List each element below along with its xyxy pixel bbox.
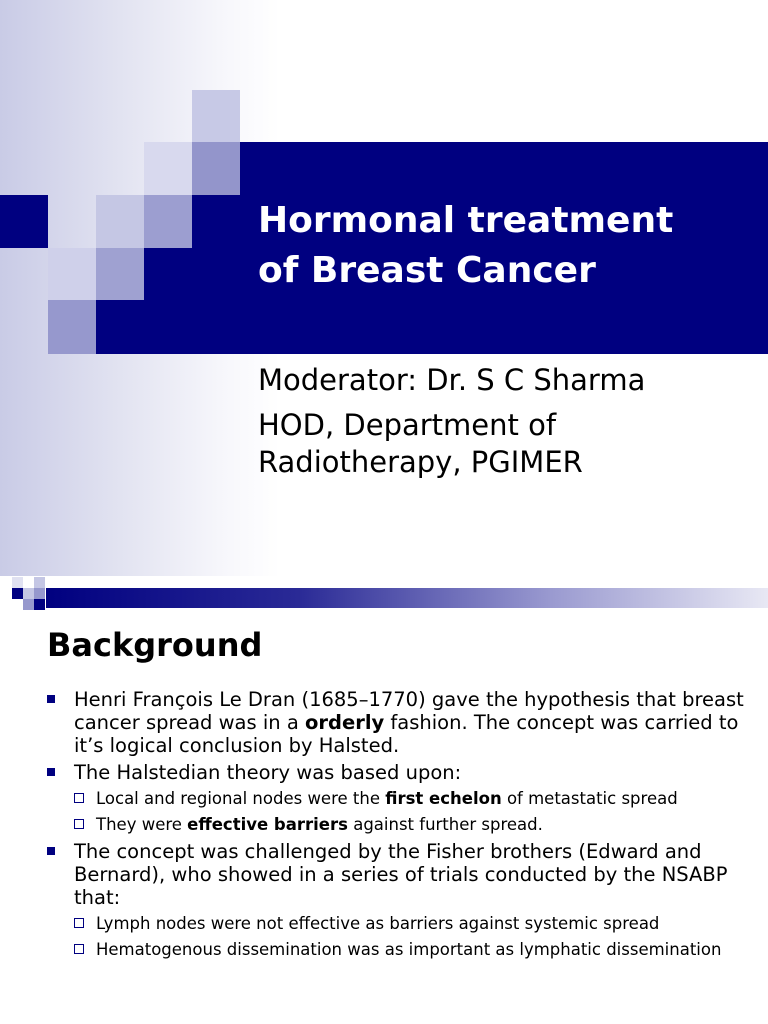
gradient-header-bar bbox=[46, 588, 768, 608]
background-slide bbox=[0, 576, 768, 1024]
square-bullet-icon bbox=[47, 847, 55, 855]
slide-heading: Background bbox=[47, 626, 263, 664]
sub-bullet-text: of metastatic spread bbox=[501, 789, 678, 808]
title-line-2: of Breast Cancer bbox=[258, 250, 596, 291]
decorative-square bbox=[48, 248, 96, 300]
decorative-navy-block bbox=[96, 300, 240, 354]
sub-list-item bbox=[74, 913, 736, 934]
sub-bullet-text: Lymph nodes were not effective as barriers against systemic spread bbox=[96, 914, 660, 933]
sub-bullet-text: against further spread. bbox=[347, 815, 543, 834]
slide-title bbox=[258, 196, 758, 296]
bullet-text: The concept was challenged by the Fisher brothers (Edward and Bernard), who showed in a series of trials conducted by the NSABP that: bbox=[74, 840, 728, 909]
bullet-emphasis: orderly bbox=[305, 711, 385, 734]
list-item bbox=[47, 761, 747, 835]
title-line-1: Hormonal treatment bbox=[258, 200, 674, 241]
decorative-square bbox=[192, 90, 240, 142]
bullet-text: The Halstedian theory was based upon: bbox=[74, 761, 462, 784]
list-item bbox=[47, 840, 747, 960]
decorative-navy-block bbox=[144, 248, 240, 300]
decorative-pixel bbox=[23, 588, 34, 599]
decorative-pixel bbox=[34, 599, 45, 610]
sub-bullet-list bbox=[74, 913, 747, 960]
sub-list-item bbox=[74, 939, 736, 960]
sub-bullet-emphasis: effective barriers bbox=[187, 815, 348, 834]
sub-list-item bbox=[74, 814, 736, 835]
square-bullet-icon bbox=[47, 768, 55, 776]
sub-list-item bbox=[74, 788, 736, 809]
decorative-square bbox=[144, 142, 192, 195]
decorative-navy-block bbox=[192, 195, 240, 248]
hollow-square-bullet-icon bbox=[74, 793, 84, 803]
decorative-pixel bbox=[12, 588, 23, 599]
decorative-pixel bbox=[34, 588, 45, 599]
decorative-square bbox=[144, 195, 192, 248]
decorative-pixel bbox=[12, 577, 23, 588]
sub-bullet-text: Hematogenous dissemination was as important as lymphatic dissemination bbox=[96, 940, 722, 959]
hollow-square-bullet-icon bbox=[74, 819, 84, 829]
square-bullet-icon bbox=[47, 695, 55, 703]
bullet-text: Henri François Le Dran (1685–1770) gave the hypothesis that breast cancer spread was in a bbox=[74, 688, 744, 734]
sub-bullet-list bbox=[74, 788, 747, 835]
department-text bbox=[258, 407, 758, 481]
decorative-pixel bbox=[23, 599, 34, 610]
department-line-1: HOD, Department of bbox=[258, 408, 557, 442]
bullet-text: fashion. The concept was carried to it’s logical conclusion by Halsted. bbox=[74, 711, 739, 757]
department-line-2: Radiotherapy, PGIMER bbox=[258, 445, 583, 479]
decorative-square bbox=[48, 300, 96, 354]
decorative-square bbox=[96, 195, 144, 248]
bullet-list bbox=[47, 688, 747, 965]
decorative-square bbox=[192, 142, 240, 195]
slide-subtitle bbox=[258, 362, 758, 489]
moderator-line: Moderator: Dr. S C Sharma bbox=[258, 363, 646, 397]
decorative-square bbox=[96, 248, 144, 300]
sub-bullet-emphasis: first echelon bbox=[385, 789, 502, 808]
sub-bullet-text: They were bbox=[96, 815, 188, 834]
hollow-square-bullet-icon bbox=[74, 944, 84, 954]
sub-bullet-text: Local and regional nodes were the bbox=[96, 789, 386, 808]
list-item bbox=[47, 688, 747, 757]
hollow-square-bullet-icon bbox=[74, 918, 84, 928]
decorative-navy-block bbox=[0, 195, 48, 248]
decorative-pixel bbox=[34, 577, 45, 588]
